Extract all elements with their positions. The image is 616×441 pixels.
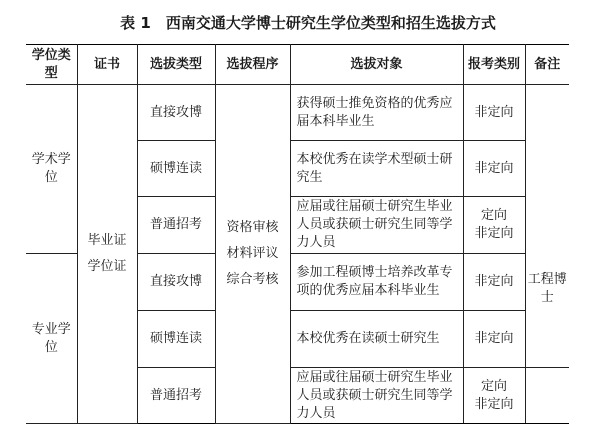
admission-table [26, 44, 569, 424]
procedure-line-3: 综合考核 [226, 272, 279, 287]
exam-category-cell: 非定向 [463, 141, 525, 197]
header-note: 备注 [525, 45, 569, 85]
exam-category-cell: 定向 非定向 [463, 368, 525, 424]
note-cell: 工程博士 [525, 85, 569, 368]
selection-type-cell: 直接攻博 [137, 254, 215, 311]
selection-target-cell: 参加工程硕博士培养改革专项的优秀应届本科毕业生 [290, 254, 463, 311]
selection-type-cell: 普通招考 [137, 368, 215, 424]
header-certificate: 证书 [77, 45, 137, 85]
selection-target-cell: 本校优秀在读硕士研究生 [290, 311, 463, 368]
header-degree-type: 学位类型 [26, 45, 77, 85]
exam-category-cell: 定向 非定向 [463, 197, 525, 254]
selection-target-cell: 应届或往届硕士研究生毕业人员或获硕士研究生同等学力人员 [290, 197, 463, 254]
exam-category-cell: 非定向 [463, 85, 525, 141]
exam-category-cell: 非定向 [463, 311, 525, 368]
procedure-cell [215, 85, 290, 424]
selection-type-cell: 普通招考 [137, 197, 215, 254]
selection-type-cell: 直接攻博 [137, 85, 215, 141]
group-academic: 学术学位 [26, 85, 77, 254]
note-empty-cell [525, 368, 569, 424]
header-selection-procedure: 选拔程序 [215, 45, 290, 85]
certificate-line-1: 毕业证 [87, 233, 127, 248]
header-row [26, 45, 569, 85]
header-selection-target: 选拔对象 [290, 45, 463, 85]
selection-type-cell: 硕博连读 [137, 141, 215, 197]
procedure-line-1: 资格审核 [226, 220, 279, 235]
table-row [26, 85, 569, 141]
selection-type-cell: 硕博连读 [137, 311, 215, 368]
header-selection-type: 选拔类型 [137, 45, 215, 85]
header-exam-category: 报考类别 [463, 45, 525, 85]
exam-category-cell: 非定向 [463, 254, 525, 311]
certificate-line-2: 学位证 [87, 259, 127, 274]
certificate-cell [77, 85, 137, 424]
selection-target-cell: 应届或往届硕士研究生毕业人员或获硕士研究生同等学力人员 [290, 368, 463, 424]
selection-target-cell: 本校优秀在读学术型硕士研究生 [290, 141, 463, 197]
group-professional: 专业学位 [26, 254, 77, 424]
table-caption: 表 1 西南交通大学博士研究生学位类型和招生选拔方式 [120, 14, 496, 32]
selection-target-cell: 获得硕士推免资格的优秀应届本科毕业生 [290, 85, 463, 141]
procedure-line-2: 材料评议 [226, 246, 279, 261]
